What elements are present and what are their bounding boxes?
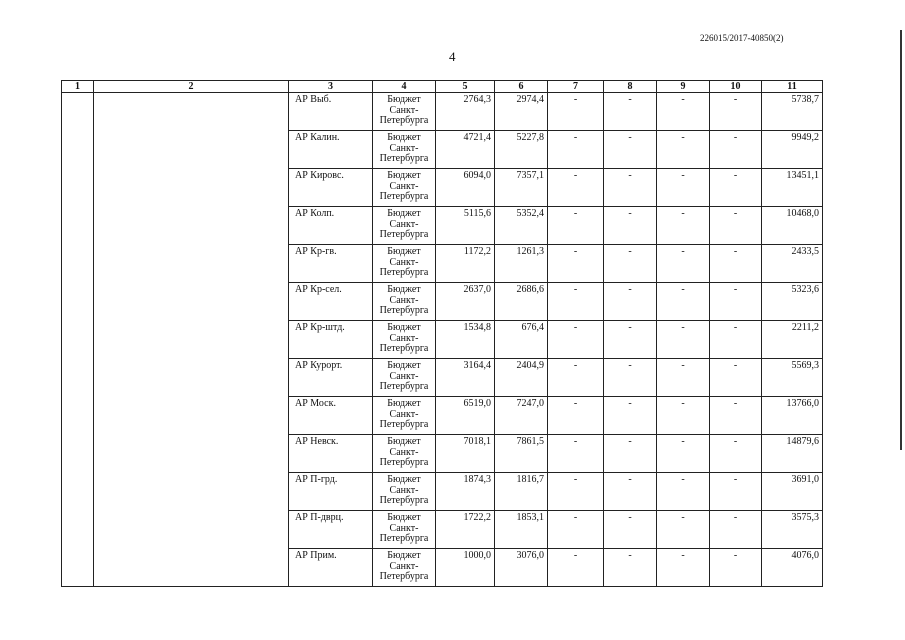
value-col-8-cell: - [604, 283, 657, 321]
funding-source-line: Петербурга [379, 267, 429, 278]
funding-source-line: Петербурга [379, 153, 429, 164]
funding-source-line: Петербурга [379, 115, 429, 126]
funding-source-line: Санкт- [389, 104, 419, 116]
funding-source-line: Санкт- [389, 142, 419, 154]
value-col-6-cell: 1816,7 [495, 473, 548, 511]
column-number-row [62, 81, 823, 93]
col-header-7: 7 [548, 81, 604, 93]
value-col-6-cell: 7357,1 [495, 169, 548, 207]
value-col-8-cell: - [604, 511, 657, 549]
value-col-10-cell: - [710, 359, 762, 397]
funding-source-line: Бюджет [387, 474, 421, 485]
budget-table [61, 80, 823, 587]
value-col-8-cell: - [604, 169, 657, 207]
value-col-6-cell: 1261,3 [495, 245, 548, 283]
table-body [62, 93, 823, 587]
value-col-9-cell: - [657, 207, 710, 245]
funding-source-line: Петербурга [379, 191, 429, 202]
value-col-7-cell: - [548, 169, 604, 207]
value-col-5-cell: 1172,2 [436, 245, 495, 283]
total-col-11-cell: 4076,0 [762, 549, 823, 587]
value-col-6-cell: 5227,8 [495, 131, 548, 169]
value-col-9-cell: - [657, 549, 710, 587]
document-number: 226015/2017-40850(2) [700, 33, 784, 43]
col-header-3: 3 [289, 81, 373, 93]
col-header-4: 4 [373, 81, 436, 93]
funding-source-line: Санкт- [389, 218, 419, 230]
value-col-5-cell: 2764,3 [436, 93, 495, 131]
value-col-7-cell: - [548, 549, 604, 587]
funding-source-cell [373, 511, 436, 549]
funding-source-line: Петербурга [379, 457, 429, 468]
value-col-10-cell: - [710, 321, 762, 359]
funding-source-line: Санкт- [389, 560, 419, 572]
district-name-cell: АР Невск. [289, 435, 373, 473]
value-col-5-cell: 1874,3 [436, 473, 495, 511]
value-col-10-cell: - [710, 131, 762, 169]
funding-source-cell [373, 207, 436, 245]
value-col-8-cell: - [604, 473, 657, 511]
value-col-8-cell: - [604, 359, 657, 397]
value-col-5-cell: 1722,2 [436, 511, 495, 549]
value-col-9-cell: - [657, 359, 710, 397]
funding-source-line: Бюджет [387, 132, 421, 143]
total-col-11-cell: 3575,3 [762, 511, 823, 549]
value-col-10-cell: - [710, 549, 762, 587]
value-col-9-cell: - [657, 435, 710, 473]
value-col-8-cell: - [604, 245, 657, 283]
table-row [62, 93, 823, 131]
funding-source-line: Санкт- [389, 484, 419, 496]
funding-source-line: Санкт- [389, 332, 419, 344]
value-col-10-cell: - [710, 169, 762, 207]
funding-source-line: Петербурга [379, 229, 429, 240]
funding-source-cell [373, 321, 436, 359]
funding-source-line: Петербурга [379, 343, 429, 354]
value-col-6-cell: 2686,6 [495, 283, 548, 321]
value-col-5-cell: 6094,0 [436, 169, 495, 207]
district-name-cell: АР Кр-гв. [289, 245, 373, 283]
total-col-11-cell: 13766,0 [762, 397, 823, 435]
col-header-10: 10 [710, 81, 762, 93]
funding-source-line: Санкт- [389, 522, 419, 534]
value-col-6-cell: 2404,9 [495, 359, 548, 397]
value-col-9-cell: - [657, 93, 710, 131]
value-col-5-cell: 5115,6 [436, 207, 495, 245]
value-col-10-cell: - [710, 93, 762, 131]
value-col-9-cell: - [657, 473, 710, 511]
value-col-6-cell: 5352,4 [495, 207, 548, 245]
value-col-9-cell: - [657, 321, 710, 359]
value-col-6-cell: 7247,0 [495, 397, 548, 435]
value-col-8-cell: - [604, 131, 657, 169]
scan-edge-line [900, 30, 902, 450]
col-header-11: 11 [762, 81, 823, 93]
value-col-10-cell: - [710, 245, 762, 283]
funding-source-line: Петербурга [379, 495, 429, 506]
col-header-9: 9 [657, 81, 710, 93]
value-col-7-cell: - [548, 511, 604, 549]
funding-source-line: Бюджет [387, 322, 421, 333]
funding-source-line: Бюджет [387, 284, 421, 295]
value-col-8-cell: - [604, 397, 657, 435]
district-name-cell: АР Моск. [289, 397, 373, 435]
value-col-8-cell: - [604, 549, 657, 587]
value-col-5-cell: 7018,1 [436, 435, 495, 473]
funding-source-line: Петербурга [379, 571, 429, 582]
value-col-8-cell: - [604, 321, 657, 359]
value-col-8-cell: - [604, 207, 657, 245]
value-col-5-cell: 2637,0 [436, 283, 495, 321]
funding-source-line: Бюджет [387, 246, 421, 257]
value-col-5-cell: 4721,4 [436, 131, 495, 169]
value-col-9-cell: - [657, 397, 710, 435]
value-col-9-cell: - [657, 283, 710, 321]
funding-source-line: Санкт- [389, 446, 419, 458]
value-col-7-cell: - [548, 473, 604, 511]
funding-source-cell [373, 435, 436, 473]
value-col-10-cell: - [710, 473, 762, 511]
value-col-9-cell: - [657, 131, 710, 169]
funding-source-line: Санкт- [389, 294, 419, 306]
value-col-9-cell: - [657, 169, 710, 207]
funding-source-cell [373, 359, 436, 397]
value-col-9-cell: - [657, 245, 710, 283]
value-col-7-cell: - [548, 321, 604, 359]
district-name-cell: АР Колп. [289, 207, 373, 245]
value-col-8-cell: - [604, 93, 657, 131]
funding-source-line: Бюджет [387, 170, 421, 181]
funding-source-cell [373, 245, 436, 283]
value-col-6-cell: 2974,4 [495, 93, 548, 131]
funding-source-line: Санкт- [389, 256, 419, 268]
funding-source-line: Бюджет [387, 550, 421, 561]
value-col-7-cell: - [548, 397, 604, 435]
col-header-1: 1 [62, 81, 94, 93]
col-2-merged-cell [94, 93, 289, 587]
funding-source-line: Бюджет [387, 208, 421, 219]
value-col-7-cell: - [548, 131, 604, 169]
funding-source-line: Бюджет [387, 512, 421, 523]
district-name-cell: АР Кировс. [289, 169, 373, 207]
value-col-7-cell: - [548, 93, 604, 131]
value-col-7-cell: - [548, 359, 604, 397]
funding-source-line: Петербурга [379, 419, 429, 430]
funding-source-cell [373, 169, 436, 207]
total-col-11-cell: 5323,6 [762, 283, 823, 321]
total-col-11-cell: 2211,2 [762, 321, 823, 359]
funding-source-line: Бюджет [387, 436, 421, 447]
district-name-cell: АР Кр-штд. [289, 321, 373, 359]
funding-source-line: Петербурга [379, 533, 429, 544]
funding-source-cell [373, 549, 436, 587]
total-col-11-cell: 14879,6 [762, 435, 823, 473]
value-col-8-cell: - [604, 435, 657, 473]
value-col-10-cell: - [710, 207, 762, 245]
value-col-9-cell: - [657, 511, 710, 549]
value-col-10-cell: - [710, 511, 762, 549]
value-col-5-cell: 6519,0 [436, 397, 495, 435]
value-col-5-cell: 1000,0 [436, 549, 495, 587]
value-col-7-cell: - [548, 435, 604, 473]
district-name-cell: АР Кр-сел. [289, 283, 373, 321]
total-col-11-cell: 2433,5 [762, 245, 823, 283]
funding-source-cell [373, 397, 436, 435]
value-col-6-cell: 3076,0 [495, 549, 548, 587]
value-col-6-cell: 1853,1 [495, 511, 548, 549]
col-header-2: 2 [94, 81, 289, 93]
funding-source-line: Петербурга [379, 305, 429, 316]
total-col-11-cell: 13451,1 [762, 169, 823, 207]
funding-source-line: Бюджет [387, 360, 421, 371]
total-col-11-cell: 5569,3 [762, 359, 823, 397]
value-col-5-cell: 1534,8 [436, 321, 495, 359]
value-col-7-cell: - [548, 207, 604, 245]
total-col-11-cell: 9949,2 [762, 131, 823, 169]
district-name-cell: АР Прим. [289, 549, 373, 587]
funding-source-line: Санкт- [389, 370, 419, 382]
funding-source-line: Санкт- [389, 408, 419, 420]
value-col-5-cell: 3164,4 [436, 359, 495, 397]
total-col-11-cell: 3691,0 [762, 473, 823, 511]
value-col-10-cell: - [710, 397, 762, 435]
district-name-cell: АР Калин. [289, 131, 373, 169]
funding-source-line: Петербурга [379, 381, 429, 392]
funding-source-cell [373, 131, 436, 169]
funding-source-line: Бюджет [387, 94, 421, 105]
funding-source-line: Бюджет [387, 398, 421, 409]
district-name-cell: АР П-грд. [289, 473, 373, 511]
value-col-7-cell: - [548, 283, 604, 321]
district-name-cell: АР П-дврц. [289, 511, 373, 549]
total-col-11-cell: 10468,0 [762, 207, 823, 245]
value-col-6-cell: 7861,5 [495, 435, 548, 473]
value-col-7-cell: - [548, 245, 604, 283]
funding-source-line: Санкт- [389, 180, 419, 192]
page-number: 4 [449, 49, 456, 64]
col-1-merged-cell [62, 93, 94, 587]
funding-source-cell [373, 283, 436, 321]
value-col-10-cell: - [710, 283, 762, 321]
funding-source-cell [373, 473, 436, 511]
col-header-6: 6 [495, 81, 548, 93]
funding-source-cell [373, 93, 436, 131]
col-header-8: 8 [604, 81, 657, 93]
district-name-cell: АР Курорт. [289, 359, 373, 397]
value-col-6-cell: 676,4 [495, 321, 548, 359]
district-name-cell: АР Выб. [289, 93, 373, 131]
total-col-11-cell: 5738,7 [762, 93, 823, 131]
value-col-10-cell: - [710, 435, 762, 473]
col-header-5: 5 [436, 81, 495, 93]
